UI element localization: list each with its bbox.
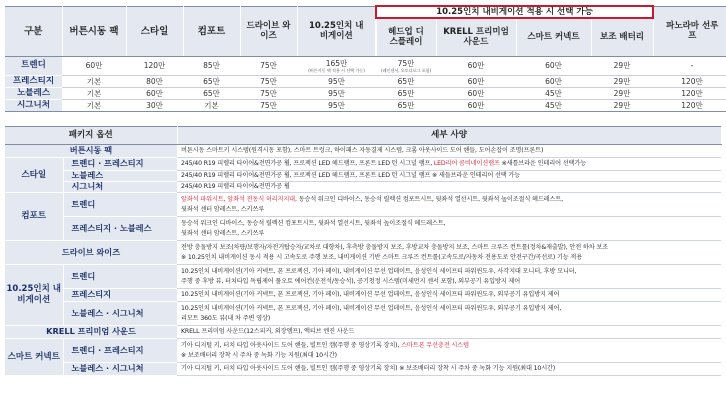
price-cell: 29만	[591, 87, 653, 99]
price-cell: 65만	[376, 99, 436, 111]
price-cell: 기본	[62, 87, 126, 99]
category-style: 스타일	[5, 158, 63, 193]
price-cell: 95만	[297, 99, 376, 111]
trim-label: 노블레스	[5, 87, 62, 99]
price-cell: 기본	[62, 99, 126, 111]
package-sub-label: 트렌디	[63, 193, 177, 217]
header-nav: 10.25인치 내비게이션	[297, 6, 376, 56]
trim-label: 시그니처	[5, 99, 62, 111]
spec-highlight: 스마트폰 무선충전 시스템	[401, 342, 469, 350]
price-cell: 45만	[516, 99, 591, 111]
package-sub-label: 노블레스 · 시그니처	[63, 363, 177, 376]
price-row-trendy	[5, 56, 726, 75]
price-cell: 120만	[653, 99, 726, 111]
price-cell: 30만	[126, 99, 183, 111]
header-trim: 구분	[5, 6, 62, 56]
nav-note: (버튼시동 팩 적용 시 선택 가능)	[308, 67, 365, 73]
spec-highlight: LED리어 콤비네이션램프	[433, 160, 500, 168]
spec-text: 기아 디지털 키, 터치 타입 아웃사이드 도어 핸들, 빌트인 캠(주행 중 영상기록 장치),	[181, 342, 402, 350]
spec-text: 245/40 R19 피렐리 타이어&전면가공 휠	[181, 183, 290, 191]
price-cell: 65만	[376, 87, 436, 99]
detail-row-button-start	[5, 145, 721, 158]
trim-label: 트렌디	[5, 56, 62, 75]
spec-text-line2: 뒷좌석 센터 암레스트, 스키쓰루	[181, 205, 265, 213]
price-cell: 75만	[240, 87, 297, 99]
spec-note: ※ 보조배터리 장착 시 주차 중 녹화 기능 지원(최대 10시간)	[397, 365, 556, 373]
spec-text: 동승석 워크인 디바이스, 동승석 릴렉션 컴포트시트, 뒷좌석 열선시트, 뒷좌석 높이조절식 헤드레스트,	[181, 220, 446, 228]
option-price-table	[5, 5, 726, 112]
package-label: 버튼시동 팩	[5, 145, 177, 158]
package-sub-label: 트렌디	[63, 265, 177, 289]
price-cell: 29만	[591, 99, 653, 111]
spec-text: 10.25인치 내비게이션(기아 커넥트, 폰 프로젝션, 기아 페이), 내비게이션 무선 업데이트, 음성인식 세이프티 파워윈도우, 외부공기 유입방지 제어,	[181, 305, 562, 313]
spec-text-line2: ※ 보조배터리 장착 시 주차 중 녹화 기능 지원(최대 10시간)	[181, 351, 337, 359]
package-label: 드라이브 와이즈	[5, 241, 177, 265]
detail-row-comfort-trendy	[5, 193, 721, 217]
price-cell-nav: 165만 (버튼시동 팩 적용 시 선택 가능)	[297, 56, 376, 75]
header-krell: KRELL 프리미엄 사운드	[436, 18, 516, 56]
category-comfort: 컴포트	[5, 193, 63, 241]
package-sub-label: 프레스티지	[63, 289, 177, 302]
price-cell: 45만	[516, 87, 591, 99]
spec-text: 10.25인치 내비게이션(기아 커넥트, 폰 프로젝션, 기아 페이), 내비게이션 무선 업데이트, 음성인식 세이프티 파워윈도우, 사각지대 모니터, 후방 모니터,	[181, 268, 577, 276]
spec-text: 10.25인치 내비게이션(기아 커넥트, 폰 프로젝션, 기아 페이), 내비게이션 무선 업데이트, 음성인식 세이프티 파워윈도우, 외부공기 유입방지 제어	[181, 291, 560, 299]
package-sub-label: 노블레스	[63, 171, 177, 182]
price-cell: 120만	[653, 87, 726, 99]
price-cell-hud: 75만 (레인센서, 오토디포그 포함)	[376, 56, 436, 75]
package-label: KRELL 프리미엄 사운드	[5, 326, 177, 339]
price-cell: 60만	[516, 56, 591, 75]
price-cell: 65만	[183, 75, 240, 87]
category-nav: 10.25인치 내비게이션	[5, 265, 63, 326]
price-cell: 기본	[183, 99, 240, 111]
spec-text-line2: ※ 10.25인치 내비게이션 동시 적용 시 고속도로 주행 보조, 내비게이션 기반 스마트 크루즈 컨트롤(고속도로/자동차 전용도로 안전구간/곡선로) 기능 적용	[181, 253, 583, 261]
header-smart-connect: 스마트 커넥트	[516, 18, 591, 56]
price-cell: 29만	[591, 75, 653, 87]
detail-row-nav-prestige	[5, 289, 721, 302]
nav-required-banner: 10.25인치 내비게이션 적용 시 선택 가능	[376, 6, 653, 18]
price-cell: 65만	[183, 87, 240, 99]
price-cell: 60만	[126, 87, 183, 99]
package-sub-label: 시그니처	[63, 182, 177, 193]
detail-row-style-trendy	[5, 158, 721, 171]
price-cell: 75만	[240, 99, 297, 111]
header-style: 스타일	[126, 6, 183, 56]
spec-text-line2: 주행 중 후방 뷰, 터치타입 독립제어 풀오토 에어컨(운전석/동승석), 공기청정 시스템(미세먼지 센서 포함), 외부공기 유입방지 제어	[181, 277, 521, 285]
spec-text: 버튼시동 스마트키 시스템(원격시동 포함), 스마트 트렁크, 하이패스 자동결제 시스템, 크롬 아웃사이드 도어 핸들, 도어손잡이 조명(프론트)	[181, 147, 544, 155]
detail-header-row	[5, 127, 721, 145]
detail-row-style-noblesse	[5, 171, 721, 182]
category-smart-connect: 스마트 커넥트	[5, 339, 63, 376]
price-cell: 120만	[126, 56, 183, 75]
price-cell: -	[653, 56, 726, 75]
price-cell: 85만	[183, 56, 240, 75]
package-sub-label: 노블레스 · 시그니처	[63, 302, 177, 326]
spec-text: 245/40 R19 피렐리 타이어&전면가공 휠, 프로젝션 LED 헤드램프, 프론트 LED 턴 시그널 램프,	[181, 160, 434, 168]
detail-row-nav-trendy	[5, 265, 721, 289]
price-cell: 75만	[240, 75, 297, 87]
package-sub-label: 트렌디 · 프레스티지	[63, 339, 177, 363]
detail-row-krell	[5, 326, 721, 339]
detail-row-style-signature	[5, 182, 721, 193]
price-row-signature	[5, 99, 726, 111]
spec-note: ※새틀브라운 인테리어 선택가능	[499, 160, 587, 168]
price-cell: 60만	[516, 75, 591, 87]
detail-row-nav-noblesse	[5, 302, 721, 326]
price-cell: 기본	[62, 75, 126, 87]
spec-text-line2: 뒷좌석 센터 암레스트, 스키쓰루	[181, 229, 265, 237]
hud-note: (레인센서, 오토디포그 포함)	[380, 67, 432, 73]
price-cell: 80만	[126, 75, 183, 87]
detail-row-smart-connect-noblesse	[5, 363, 721, 376]
package-sub-label: 트렌디 · 프레스티지	[63, 158, 177, 171]
detail-row-comfort-prestige	[5, 217, 721, 241]
spec-note: ※ 새들브라운 인테리어 선택 가능	[430, 172, 521, 180]
spec-text-line2: 리모트 360도 뷰(내 차 주변 영상)	[181, 314, 271, 322]
price-row-noblesse	[5, 87, 726, 99]
detail-row-smart-connect-trendy	[5, 339, 721, 363]
price-cell: 29만	[591, 56, 653, 75]
price-cell: 60만	[436, 56, 516, 75]
spec-highlight: 앞좌석 파워시트, 앞좌석 전동식 허리지지대,	[181, 196, 299, 204]
header-drive-wise: 드라이브 와이즈	[240, 6, 297, 56]
price-cell: 95만	[297, 75, 376, 87]
spec-text: 동승석 워크인 디바이스, 동승석 릴렉션 컴포트시트, 뒷좌석 열선시트, 뒷좌석 높이조절식 헤드레스트,	[298, 196, 563, 204]
trim-label: 프레스티지	[5, 75, 62, 87]
spec-text: KRELL 프리미엄 사운드(12스피커, 외장앰프), 액티브 엔진 사운드	[181, 328, 355, 336]
spec-text: 기아 디지털 키, 터치 타입 아웃사이드 도어 핸들, 빌트인 캠(주행 중 영상기록 장치)	[181, 365, 398, 373]
nav-banner-row	[5, 6, 726, 18]
price-row-prestige	[5, 75, 726, 87]
price-cell: 120만	[653, 75, 726, 87]
header-panorama: 파노라마 선루프	[653, 6, 726, 56]
header-button-start-pack: 버튼시동 팩	[62, 6, 126, 56]
header-hud: 헤드업 디스플레이	[376, 18, 436, 56]
spec-text: 전방 충돌방지 보조(차량/보행자/자전거탑승자/교차로 대향차), 후측방 충돌방지 보조, 후방교차 충돌방지 보조, 스마트 크루즈 컨트롤(정차&재출발), 안전 하차 보조	[181, 244, 609, 252]
price-cell: 65만	[376, 75, 436, 87]
price-cell: 60만	[436, 75, 516, 87]
price-cell: 75만	[240, 56, 297, 75]
detail-row-drive-wise	[5, 241, 721, 265]
spec-text: 245/40 R19 피렐리 타이어&전면가공 휠, 프로젝션 LED 헤드램프, 프론트 LED 턴 시그널 램프	[181, 172, 431, 180]
price-cell: 95만	[297, 87, 376, 99]
header-package-option: 패키지 옵션	[5, 127, 177, 145]
header-spec: 세부 사양	[177, 127, 721, 145]
price-cell: 60만	[436, 99, 516, 111]
package-sub-label: 프레스티지 · 노블레스	[63, 217, 177, 241]
header-comfort: 컴포트	[183, 6, 240, 56]
header-aux-battery: 보조 배터리	[591, 18, 653, 56]
price-cell: 60만	[436, 87, 516, 99]
package-detail-table	[5, 126, 722, 376]
price-cell: 60만	[62, 56, 126, 75]
